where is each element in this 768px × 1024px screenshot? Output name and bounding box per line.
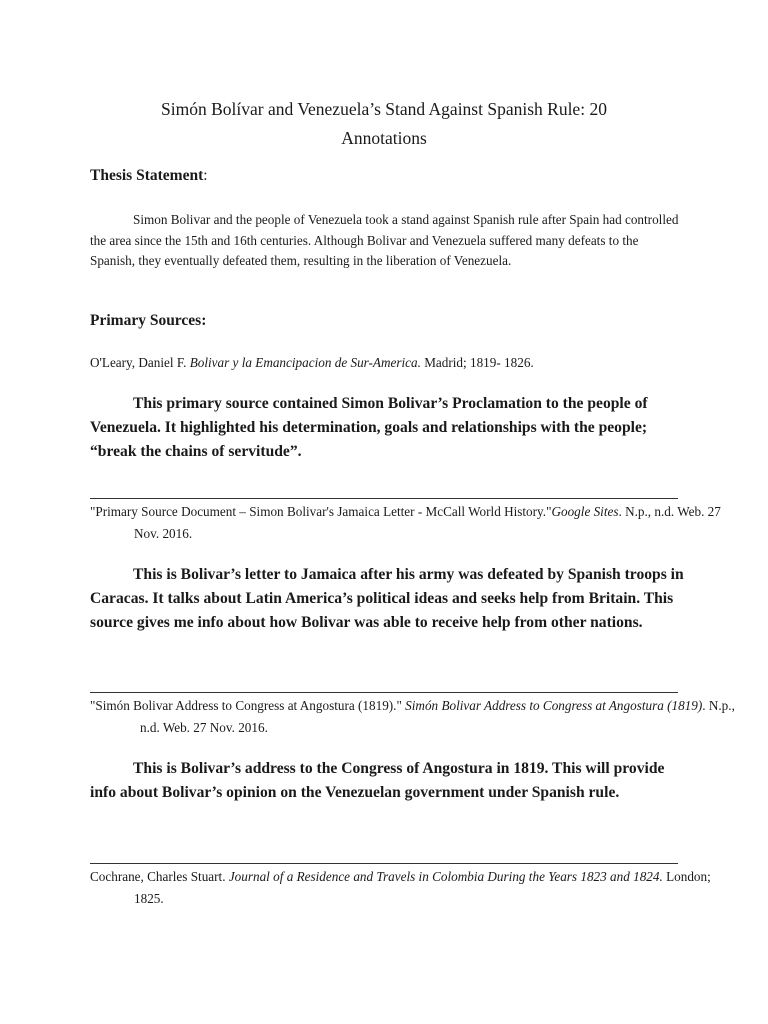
citation-1-text: O'Leary, Daniel F.: [90, 355, 190, 370]
document-title: [90, 95, 678, 153]
citation-1: [90, 352, 734, 374]
citation-2-details: . N.p., n.d. Web. 27 Nov. 2016.: [134, 504, 721, 541]
citation-3-title: Simón Bolivar Address to Congress at Angostura (1819): [405, 698, 703, 713]
divider-rule-3: [90, 863, 678, 864]
citation-3: [90, 695, 740, 738]
thesis-heading-colon: :: [203, 167, 208, 184]
citation-3-details: . N.p., n.d. Web. 27 Nov. 2016.: [140, 698, 735, 735]
annotation-3: This is Bolivar’s address to the Congress of Angostura in 1819. This will provide info about Bolivar’s opinion on the Venezuelan government under Spanish rule.: [90, 760, 665, 801]
citation-4: [90, 866, 734, 909]
divider-rule-1: [90, 498, 678, 499]
citation-4-title: Journal of a Residence and Travels in Colombia During the Years 1823 and 1824.: [228, 869, 663, 884]
citation-2-title: Google Sites: [551, 504, 619, 519]
primary-sources-heading: Primary Sources:: [90, 312, 207, 329]
title-line-1: Simón Bolívar and Venezuela’s Stand Against Spanish Rule: 20: [161, 99, 607, 119]
citation-2: [90, 501, 734, 544]
citation-1-details: Madrid; 1819- 1826.: [420, 355, 534, 370]
citation-4-details: London; 1825.: [134, 869, 711, 906]
annotation-2: This is Bolivar’s letter to Jamaica after his army was defeated by Spanish troops in Caracas. It talks about Latin America’s political ideas and seeks help from Britain. This source gives me info about how Bolivar was able to receive help from other nations.: [90, 566, 684, 631]
divider-rule-2: [90, 692, 678, 693]
thesis-heading: [90, 167, 208, 185]
title-line-2: Annotations: [341, 128, 427, 148]
citation-3-text: "Simón Bolivar Address to Congress at Angostura (1819).": [90, 698, 406, 713]
thesis-heading-label: Thesis Statement: [90, 167, 204, 184]
thesis-paragraph: Simon Bolivar and the people of Venezuela took a stand against Spanish rule after Spain had controlled the area since the 15th and 16th centuries. Although Bolivar and Venezuela suffered many defeats to the Spanish, they eventually defeated them, resulting in the liberation of Venezuela.: [90, 212, 679, 268]
annotation-1: This primary source contained Simon Bolivar’s Proclamation to the people of Venezuela. It highlighted his determination, goals and relationships with the people; “break the chains of servitude”.: [90, 395, 648, 460]
citation-2-text: "Primary Source Document – Simon Bolivar's Jamaica Letter - McCall World History.": [90, 504, 552, 519]
citation-1-title: Bolivar y la Emancipacion de Sur-America.: [189, 355, 421, 370]
citation-4-text: Cochrane, Charles Stuart.: [90, 869, 229, 884]
